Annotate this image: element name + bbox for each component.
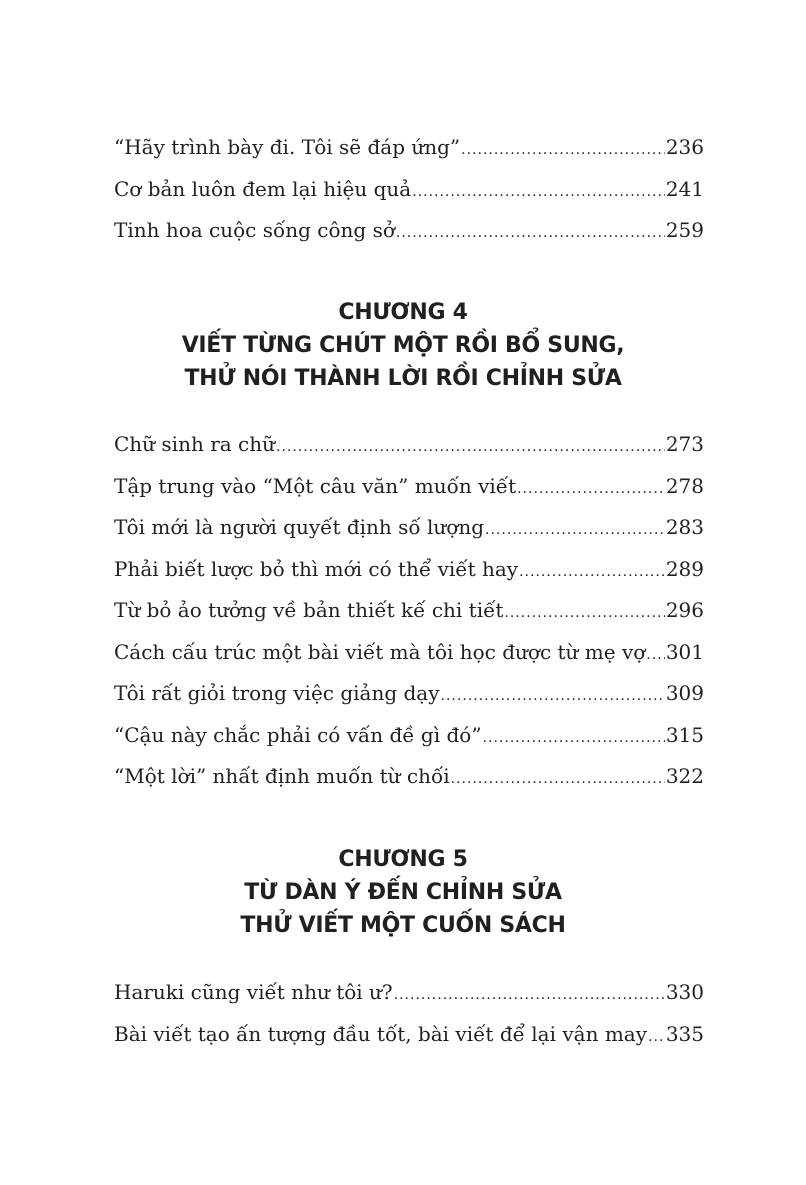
chapter-title-line-1: VIẾT TỪNG CHÚT MỘT RỒI BỔ SUNG, — [181, 333, 625, 358]
chapter-label: CHƯƠNG 4 — [338, 300, 468, 325]
toc-entry — [114, 632, 704, 674]
toc-entry — [114, 972, 704, 1014]
toc-entry-page: 273 — [665, 432, 704, 456]
toc-leader-dots — [485, 510, 665, 552]
toc-entry-title: Tôi mới là người quyết định số lượng — [114, 515, 485, 539]
toc-entry — [114, 673, 704, 715]
toc-entry-page: 330 — [665, 980, 704, 1004]
toc-leader-dots — [276, 427, 665, 469]
toc-entry — [114, 127, 704, 169]
toc-entry-title: Cơ bản luôn đem lại hiệu quả — [114, 176, 412, 201]
toc-section-top — [114, 127, 704, 252]
toc-entry-title: Haruki cũng viết như tôi ư? — [114, 980, 393, 1004]
toc-entry-title: Tập trung vào “Một câu văn” muốn viết — [114, 473, 517, 498]
toc-entry-page: 278 — [665, 473, 704, 498]
toc-entry-title: Tinh hoa cuộc sống công sở — [114, 218, 395, 242]
toc-entry-page: 283 — [665, 515, 704, 539]
chapter-label: CHƯƠNG 5 — [338, 847, 468, 872]
toc-entry-title: Chữ sinh ra chữ — [114, 432, 276, 456]
toc-leader-dots — [412, 172, 665, 214]
chapter-title-line-1: TỪ DÀN Ý ĐẾN CHỈNH SỬA — [244, 880, 562, 905]
toc-entry — [114, 507, 704, 549]
toc-entry — [114, 210, 704, 252]
chapter-4-heading — [0, 296, 806, 395]
toc-entry-title: “Một lời” nhất định muốn từ chối — [114, 764, 450, 788]
toc-entry — [114, 466, 704, 508]
toc-entry-page: 309 — [665, 681, 704, 705]
toc-leader-dots — [519, 552, 665, 594]
toc-entry-page: 322 — [665, 764, 704, 788]
toc-entry-title: “Cậu này chắc phải có vấn đề gì đó” — [114, 722, 482, 747]
toc-section-chapter-5 — [114, 972, 704, 1055]
toc-entry — [114, 756, 704, 798]
toc-entry — [114, 590, 704, 632]
toc-entry-page: 259 — [665, 218, 704, 242]
toc-leader-dots — [648, 1017, 665, 1059]
toc-entry-page: 315 — [665, 722, 704, 747]
chapter-title-line-2: THỬ VIẾT MỘT CUỐN SÁCH — [240, 913, 566, 938]
toc-entry — [114, 1014, 704, 1056]
toc-leader-dots — [396, 213, 665, 255]
toc-entry-title: Từ bỏ ảo tưởng về bản thiết kế chi tiết — [114, 598, 504, 622]
toc-entry-title: Bài viết tạo ấn tượng đầu tốt, bài viết để lại vận may — [114, 1021, 648, 1046]
toc-entry-title: Tôi rất giỏi trong việc giảng dạy — [114, 681, 440, 705]
toc-entry-page: 241 — [665, 176, 704, 201]
chapter-title-line-2: THỬ NÓI THÀNH LỜI RỒI CHỈNH SỬA — [184, 366, 622, 391]
chapter-5-heading — [0, 843, 806, 942]
toc-entry — [114, 169, 704, 211]
toc-leader-dots — [504, 593, 664, 635]
toc-section-chapter-4 — [114, 424, 704, 798]
toc-leader-dots — [517, 469, 665, 511]
toc-entry — [114, 715, 704, 757]
toc-entry-page: 289 — [665, 556, 704, 581]
toc-entry-title: “Hãy trình bày đi. Tôi sẽ đáp ứng” — [114, 135, 461, 159]
toc-entry-page: 301 — [665, 639, 704, 664]
toc-entry-title: Phải biết lược bỏ thì mới có thể viết hay — [114, 556, 519, 581]
toc-leader-dots — [451, 759, 665, 801]
toc-entry — [114, 424, 704, 466]
toc-leader-dots — [394, 975, 665, 1017]
toc-leader-dots — [441, 676, 665, 718]
toc-leader-dots — [483, 718, 665, 760]
toc-leader-dots — [646, 635, 665, 677]
toc-entry-page: 236 — [665, 135, 704, 159]
toc-entry-page: 296 — [665, 598, 704, 622]
toc-entry-page: 335 — [665, 1021, 704, 1046]
toc-entry-title: Cách cấu trúc một bài viết mà tôi học được từ mẹ vợ — [114, 639, 646, 664]
toc-leader-dots — [461, 130, 665, 172]
toc-entry — [114, 549, 704, 591]
